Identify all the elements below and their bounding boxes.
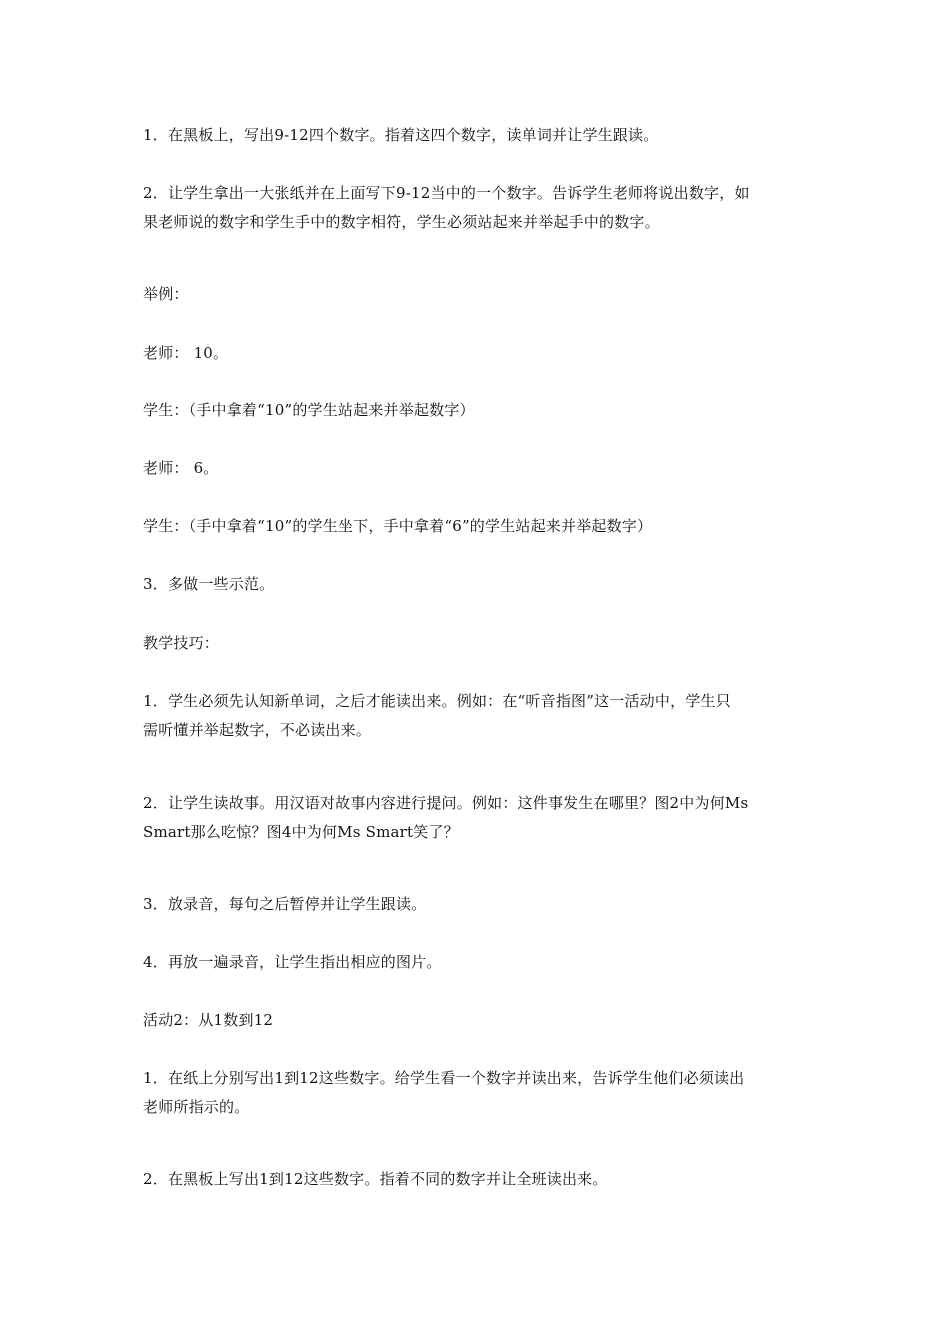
text-line: 1．在纸上分别写出1到12这些数字。给学生看一个数字并读出来，告诉学生他们必须读出 — [143, 1069, 745, 1087]
paragraph-1 — [143, 121, 823, 150]
text-line: 果老师说的数字和学生手中的数字相符，学生必须站起来并举起手中的数字。 — [143, 213, 660, 231]
text-line: 3．多做一些示范。 — [143, 575, 275, 593]
paragraph-student-1 — [143, 396, 823, 425]
text-line: 老师： 10。 — [143, 344, 229, 362]
text-line: 举例： — [143, 285, 189, 303]
document-page — [143, 0, 823, 1344]
text-line: 学生：（手中拿着“10”的学生站起来并举起数字） — [143, 401, 475, 419]
paragraph-activity-2-heading — [143, 1006, 823, 1035]
text-line: 老师所指示的。 — [143, 1098, 250, 1116]
paragraph-example-heading — [143, 280, 823, 309]
text-line: 教学技巧： — [143, 634, 220, 652]
paragraph-activity-2-step-1 — [143, 1064, 823, 1122]
paragraph-teacher-2 — [143, 454, 823, 483]
paragraph-2 — [143, 179, 823, 237]
paragraph-tip-4 — [143, 948, 823, 977]
text-line: 需听懂并举起数字，不必读出来。 — [143, 721, 372, 739]
text-line: 3．放录音，每句之后暂停并让学生跟读。 — [143, 895, 427, 913]
paragraph-teacher-1 — [143, 339, 823, 368]
paragraph-student-2 — [143, 512, 823, 541]
text-line: 1．学生必须先认知新单词，之后才能读出来。例如：在“听音指图”这一活动中，学生只 — [143, 692, 731, 710]
paragraph-3 — [143, 570, 823, 599]
paragraph-tip-2 — [143, 789, 823, 847]
paragraph-activity-2-step-2 — [143, 1165, 823, 1194]
text-line: 2．让学生读故事。用汉语对故事内容进行提问。例如：这件事发生在哪里？图2中为何Ms — [143, 794, 749, 812]
paragraph-tip-1 — [143, 687, 823, 745]
text-line: 4．再放一遍录音，让学生指出相应的图片。 — [143, 953, 442, 971]
text-line: 2．在黑板上写出1到12这些数字。指着不同的数字并让全班读出来。 — [143, 1170, 608, 1188]
text-line: Smart那么吃惊？图4中为何Ms Smart笑了？ — [143, 823, 459, 841]
text-line: 1．在黑板上，写出9-12四个数字。指着这四个数字，读单词并让学生跟读。 — [143, 126, 659, 144]
text-line: 学生：（手中拿着“10”的学生坐下，手中拿着“6”的学生站起来并举起数字） — [143, 517, 653, 535]
text-line: 2．让学生拿出一大张纸并在上面写下9-12当中的一个数字。告诉学生老师将说出数字，如 — [143, 184, 750, 202]
text-line: 活动2：从1数到12 — [143, 1011, 274, 1029]
text-line: 老师： 6。 — [143, 459, 219, 477]
paragraph-tips-heading — [143, 629, 823, 658]
paragraph-tip-3 — [143, 890, 823, 919]
